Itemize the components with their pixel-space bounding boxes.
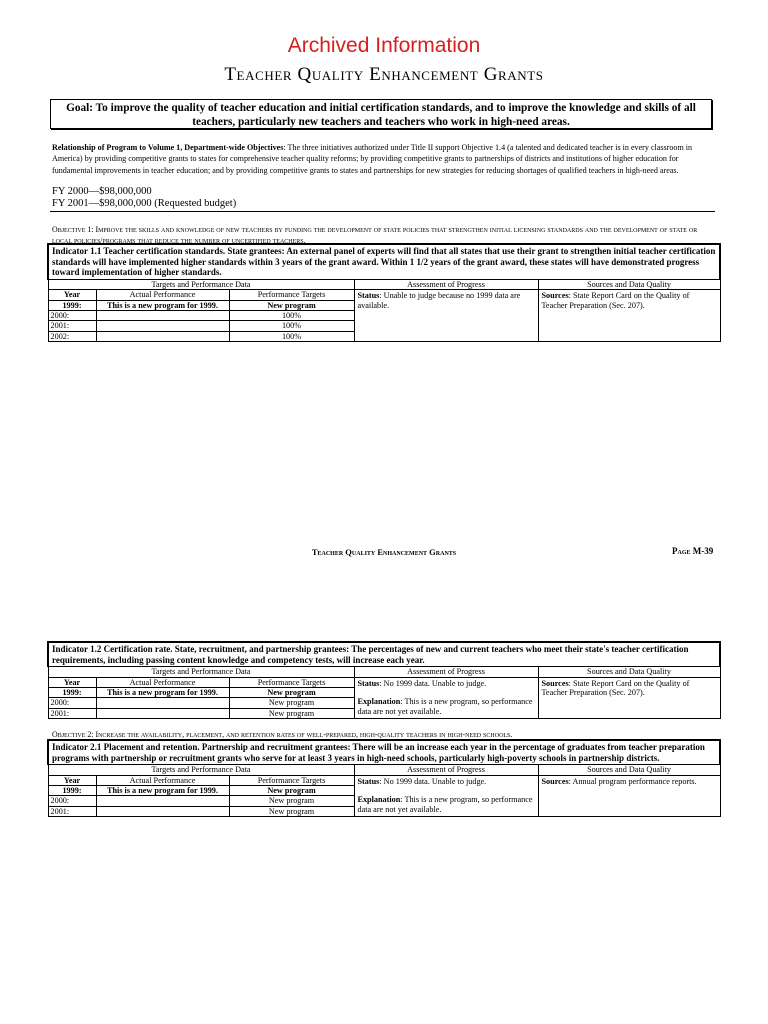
indicator-1-1-table: [47, 243, 721, 342]
target-cell: New program: [229, 708, 354, 718]
funding-fy2001: FY 2001—$98,000,000 (Requested budget): [52, 198, 237, 209]
targets-header: Performance Targets: [229, 290, 354, 300]
assessment-header: Assessment of Progress: [354, 279, 538, 289]
year-cell: 1999:: [48, 300, 96, 310]
actual-cell: [96, 796, 229, 806]
sources-cell: [538, 775, 720, 817]
targets-data-header: Targets and Performance Data: [48, 667, 354, 677]
sources-header: Sources and Data Quality: [538, 765, 720, 775]
explanation-text: : This is a new program, so performance data are not yet available.: [357, 795, 533, 814]
funding-fy2000: FY 2000—$98,000,000: [52, 186, 152, 197]
objective-2: Objective 2: Increase the availability, placement, and retention rates of well-prepared, high-quality teachers in high-need schools.: [52, 730, 513, 739]
indicator-1-2-table: [47, 641, 721, 719]
actual-cell: [96, 331, 229, 341]
sources-label: Sources: [541, 291, 569, 301]
indicator-2-1-heading: Indicator 2.1 Placement and retention. Partnership and recruitment grantees: There will be an increase each year in the percentage of graduates from teacher preparation programs with partnership or recruitment grants who serve for at least 3 years in high-need schools, particularly high-poverty schools in partnership districts.: [48, 740, 720, 765]
year-header: Year: [48, 290, 96, 300]
status-cell: [354, 677, 538, 719]
relationship-text: : The three initiatives authorized under Title II support Objective 1.4 (a talented and dedicated teacher is in every classroom in America) by providing competitive grants to states for comprehensive teacher quality reforms; by providing competitive grants to partnerships of districts and institutions of higher education for fundamental improvements in teacher education; and by providing competitive grants to states and partnerships for new strategies for reducing shortages of qualified teachers in high-need areas.: [52, 143, 693, 175]
footer-title: Teacher Quality Enhancement Grants: [311, 547, 457, 557]
relationship-label: Relationship of Program to Volume 1, Department-wide Objectives: [52, 143, 284, 152]
actual-cell: [96, 311, 229, 321]
status-text: : No 1999 data. Unable to judge.: [379, 678, 487, 688]
year-cell: 2000:: [48, 796, 96, 806]
year-header: Year: [48, 775, 96, 785]
target-cell: New program: [229, 698, 354, 708]
target-cell: 100%: [229, 311, 354, 321]
section-divider: [50, 211, 715, 212]
actual-cell: This is a new program for 1999.: [96, 300, 229, 310]
actual-header: Actual Performance: [96, 677, 229, 687]
year-cell: 2002:: [48, 331, 96, 341]
status-text: : No 1999 data. Unable to judge.: [379, 776, 487, 786]
status-cell: [354, 290, 538, 342]
year-cell: 1999:: [48, 688, 96, 698]
target-cell: New program: [229, 300, 354, 310]
target-cell: 100%: [229, 331, 354, 341]
year-cell: 1999:: [48, 786, 96, 796]
status-label: Status: [357, 776, 380, 786]
objective-1: Objective 1: Improve the skills and knowledge of new teachers by funding the development of state policies that strengthen initial licensing standards and the development of state or local policies/programs that reduce the number of uncertified teachers.: [52, 225, 698, 245]
status-label: Status: [357, 678, 380, 688]
actual-cell: This is a new program for 1999.: [96, 786, 229, 796]
goal-box: [50, 99, 712, 129]
sources-text: : State Report Card on the Quality of Teacher Preparation (Sec. 207).: [541, 678, 690, 697]
indicator-2-1-table: [47, 739, 721, 817]
explanation-label: Explanation: [357, 697, 401, 707]
sources-header: Sources and Data Quality: [538, 667, 720, 677]
actual-cell: [96, 321, 229, 331]
sources-header: Sources and Data Quality: [538, 279, 720, 289]
actual-cell: This is a new program for 1999.: [96, 688, 229, 698]
target-cell: New program: [229, 796, 354, 806]
page-number: Page M-39: [672, 546, 714, 556]
target-cell: New program: [229, 688, 354, 698]
year-cell: 2000:: [48, 698, 96, 708]
goal-text: Goal: To improve the quality of teacher education and initial certification standards, and to improve the knowledge and skills of all teachers, particularly new teachers and teachers who work in high-need areas.: [66, 102, 696, 128]
status-label: Status: [357, 291, 380, 301]
sources-cell: [538, 677, 720, 719]
sources-label: Sources: [541, 776, 569, 786]
status-cell: [354, 775, 538, 817]
actual-header: Actual Performance: [96, 775, 229, 785]
explanation-label: Explanation: [357, 795, 401, 805]
actual-cell: [96, 698, 229, 708]
target-cell: New program: [229, 806, 354, 816]
status-text: : Unable to judge because no 1999 data are available.: [357, 291, 521, 310]
year-cell: 2001:: [48, 806, 96, 816]
sources-text: : State Report Card on the Quality of Teacher Preparation (Sec. 207).: [541, 291, 690, 310]
year-header: Year: [48, 677, 96, 687]
targets-header: Performance Targets: [229, 677, 354, 687]
year-cell: 2000:: [48, 311, 96, 321]
year-cell: 2001:: [48, 708, 96, 718]
targets-data-header: Targets and Performance Data: [48, 765, 354, 775]
actual-cell: [96, 708, 229, 718]
relationship-paragraph: [52, 142, 714, 176]
target-cell: 100%: [229, 321, 354, 331]
targets-header: Performance Targets: [229, 775, 354, 785]
target-cell: New program: [229, 786, 354, 796]
year-cell: 2001:: [48, 321, 96, 331]
sources-text: : Annual program performance reports.: [568, 776, 697, 786]
indicator-1-2-heading: Indicator 1.2 Certification rate. State, recruitment, and partnership grantees: The percentages of new and current teachers who meet their state's teacher certification requirements, including passing content knowledge and competency tests, will increase each year.: [48, 642, 720, 667]
sources-cell: [538, 290, 720, 342]
indicator-1-1-heading: Indicator 1.1 Teacher certification standards. State grantees: An external panel of experts will find that all states that use their grant to strengthen initial teacher certification standards will have implemented higher standards within 3 years of the grant award. Within 1 1/2 years of the grant award, these states will have demonstrated progress toward implementation of higher standards.: [48, 244, 720, 279]
assessment-header: Assessment of Progress: [354, 667, 538, 677]
actual-cell: [96, 806, 229, 816]
page-title: Teacher Quality Enhancement Grants: [224, 64, 544, 85]
sources-label: Sources: [541, 678, 569, 688]
actual-header: Actual Performance: [96, 290, 229, 300]
assessment-header: Assessment of Progress: [354, 765, 538, 775]
explanation-text: : This is a new program, so performance data are not yet available.: [357, 697, 533, 716]
targets-data-header: Targets and Performance Data: [48, 279, 354, 289]
archived-information-banner: Archived Information: [287, 34, 481, 57]
